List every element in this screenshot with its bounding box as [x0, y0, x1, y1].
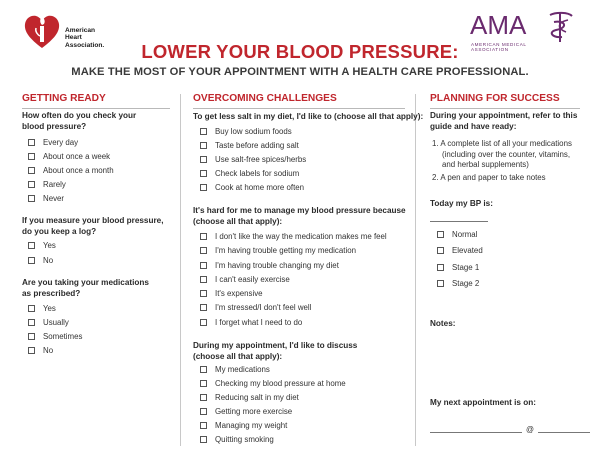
- option-label: Check labels for sodium: [215, 169, 300, 178]
- option-reducing-salt[interactable]: [200, 393, 299, 402]
- question-hard-to-manage: [193, 205, 406, 227]
- option-label: Sometimes: [43, 332, 83, 341]
- aha-name-line: Association.: [65, 41, 105, 49]
- option-meds-no[interactable]: [28, 346, 53, 355]
- option-label: Quitting smoking: [215, 435, 274, 444]
- question-keep-log: [22, 215, 164, 237]
- option-forget[interactable]: [200, 318, 302, 327]
- question-line: How often do you check your: [22, 111, 137, 120]
- option-stressed[interactable]: [200, 303, 311, 312]
- option-low-sodium[interactable]: [200, 127, 292, 136]
- caduceus-icon: [546, 10, 576, 44]
- option-label: I'm having trouble getting my medication: [215, 246, 356, 255]
- option-bp-stage2[interactable]: [437, 279, 479, 288]
- getting-ready-heading: GETTING READY: [22, 93, 170, 109]
- option-label: I forget what I need to do: [215, 318, 303, 327]
- option-label: It's expensive: [215, 289, 263, 298]
- column-divider: [180, 94, 181, 446]
- option-my-medications[interactable]: [200, 365, 270, 374]
- item-line: 1. A complete list of all your medications: [432, 139, 572, 148]
- question-line: (choose all that apply):: [193, 217, 283, 226]
- option-label: My medications: [215, 365, 270, 374]
- option-bp-at-home[interactable]: [200, 379, 346, 388]
- option-label: Normal: [452, 230, 478, 239]
- checkbox[interactable]: [28, 305, 35, 312]
- checkbox[interactable]: [437, 280, 444, 287]
- item-line: and herbal supplements): [442, 160, 529, 169]
- question-line: It's hard for me to manage my blood pressure because: [193, 206, 406, 215]
- option-label: Never: [43, 194, 65, 203]
- checkbox[interactable]: [28, 167, 35, 174]
- option-label: I don't like the way the medication makes me feel: [215, 232, 387, 241]
- option-bp-elevated[interactable]: [437, 246, 483, 255]
- checkbox[interactable]: [437, 264, 444, 271]
- option-getting-med[interactable]: [200, 246, 356, 255]
- option-quit-smoking[interactable]: [200, 435, 274, 444]
- checkbox[interactable]: [28, 153, 35, 160]
- option-log-no[interactable]: [28, 256, 53, 265]
- checkbox[interactable]: [28, 333, 35, 340]
- option-label: About once a month: [43, 166, 114, 175]
- checkbox[interactable]: [28, 319, 35, 326]
- option-meds-usually[interactable]: [28, 318, 69, 327]
- option-taste-first[interactable]: [200, 141, 299, 150]
- question-line: as prescribed?: [22, 289, 81, 298]
- checkbox[interactable]: [200, 304, 207, 311]
- planning-heading: PLANNING FOR SUCCESS: [430, 93, 580, 109]
- checkbox[interactable]: [200, 142, 207, 149]
- appointment-time-line[interactable]: [538, 432, 590, 433]
- intro-line: guide and have ready:: [430, 122, 517, 131]
- option-label: Yes: [43, 304, 56, 313]
- checkbox[interactable]: [200, 366, 207, 373]
- option-check-labels[interactable]: [200, 169, 299, 178]
- option-label: No: [43, 346, 54, 355]
- question-line: do you keep a log?: [22, 227, 97, 236]
- option-once-month[interactable]: [28, 166, 114, 175]
- at-symbol: @: [526, 425, 535, 434]
- checkbox[interactable]: [200, 233, 207, 240]
- option-log-yes[interactable]: [28, 241, 56, 250]
- option-label: Taste before adding salt: [215, 141, 299, 150]
- checkbox[interactable]: [200, 436, 207, 443]
- option-label: No: [43, 256, 54, 265]
- page-subtitle: MAKE THE MOST OF YOUR APPOINTMENT WITH A HEALTH CARE PROFESSIONAL.: [71, 66, 529, 78]
- ama-wordmark: AMA: [470, 10, 527, 40]
- option-bp-normal[interactable]: [437, 230, 477, 239]
- option-weight[interactable]: [200, 421, 287, 430]
- option-label: Usually: [43, 318, 69, 327]
- option-once-week[interactable]: [28, 152, 110, 161]
- item-line: (including over the counter, vitamins,: [442, 149, 571, 159]
- option-label: I can't easily exercise: [215, 275, 290, 284]
- aha-name-line: Heart: [65, 34, 82, 42]
- option-changing-diet[interactable]: [200, 261, 339, 270]
- question-check-frequency: [22, 110, 136, 132]
- ama-sub-line: ASSOCIATION: [471, 47, 509, 53]
- option-every-day[interactable]: [28, 138, 78, 147]
- planning-intro: [430, 110, 577, 132]
- option-label: Stage 2: [452, 279, 480, 288]
- option-cook-home[interactable]: [200, 183, 304, 192]
- checkbox[interactable]: [200, 128, 207, 135]
- page-title: LOWER YOUR BLOOD PRESSURE:: [141, 41, 459, 62]
- checkbox[interactable]: [28, 181, 35, 188]
- option-label: Elevated: [452, 246, 483, 255]
- option-expensive[interactable]: [200, 289, 263, 298]
- option-label: Stage 1: [452, 263, 480, 272]
- checkbox[interactable]: [200, 380, 207, 387]
- intro-line: During your appointment, refer to this: [430, 111, 578, 120]
- checkbox[interactable]: [28, 139, 35, 146]
- option-label: I'm having trouble changing my diet: [215, 261, 339, 270]
- aha-name-line: American: [65, 27, 96, 34]
- bp-label: Today my BP is:: [430, 199, 493, 208]
- question-salt: [193, 111, 423, 122]
- checkbox[interactable]: [437, 247, 444, 254]
- checkbox[interactable]: [200, 394, 207, 401]
- question-line: blood pressure?: [22, 122, 87, 131]
- option-meds-yes[interactable]: [28, 304, 56, 313]
- next-appointment-label: My next appointment is on:: [430, 398, 536, 407]
- option-never[interactable]: [28, 194, 64, 203]
- option-label: Reducing salt in my diet: [215, 393, 299, 402]
- option-bp-stage1[interactable]: [437, 263, 479, 272]
- option-label: Buy low sodium foods: [215, 127, 292, 136]
- column-divider: [415, 94, 416, 446]
- checkbox[interactable]: [200, 247, 207, 254]
- option-label: Rarely: [43, 180, 66, 189]
- checklist-item-pen: 2. A pen and paper to take notes: [432, 173, 546, 182]
- overcoming-challenges-heading: OVERCOMING CHALLENGES: [193, 93, 405, 109]
- question-line: Are you taking your medications: [22, 278, 149, 287]
- checkbox[interactable]: [200, 276, 207, 283]
- checkbox[interactable]: [200, 184, 207, 191]
- option-salt-free-spices[interactable]: [200, 155, 306, 164]
- question-line: If you measure your blood pressure,: [22, 216, 164, 225]
- option-label: Cook at home more often: [215, 183, 305, 192]
- appointment-date-line[interactable]: [430, 432, 522, 433]
- checkbox[interactable]: [200, 290, 207, 297]
- option-label: Getting more exercise: [215, 407, 293, 416]
- checklist-item-medications: [432, 139, 572, 171]
- question-line: During my appointment, I'd like to discuss: [193, 341, 358, 350]
- option-label: Yes: [43, 241, 56, 250]
- question-discuss: [193, 340, 357, 362]
- option-label: Every day: [43, 138, 79, 147]
- checkbox[interactable]: [437, 231, 444, 238]
- bp-entry-line[interactable]: [430, 221, 488, 222]
- option-med-feel[interactable]: [200, 232, 387, 241]
- checkbox[interactable]: [200, 170, 207, 177]
- option-label: Use salt-free spices/herbs: [215, 155, 307, 164]
- notes-label: Notes:: [430, 319, 456, 328]
- option-meds-sometimes[interactable]: [28, 332, 82, 341]
- option-label: Managing my weight: [215, 421, 288, 430]
- checkbox[interactable]: [28, 257, 35, 264]
- checkbox[interactable]: [28, 195, 35, 202]
- option-rarely[interactable]: [28, 180, 66, 189]
- option-label: About once a week: [43, 152, 111, 161]
- checkbox[interactable]: [200, 408, 207, 415]
- option-more-exercise[interactable]: [200, 407, 292, 416]
- question-line: (choose all that apply):: [193, 352, 283, 361]
- checkbox[interactable]: [200, 319, 207, 326]
- question-line: To get less salt in my diet, I'd like to (choose all that apply):: [193, 112, 424, 121]
- checkbox[interactable]: [28, 347, 35, 354]
- option-exercise[interactable]: [200, 275, 290, 284]
- option-label: Checking my blood pressure at home: [215, 379, 346, 388]
- question-medications: [22, 277, 149, 299]
- checkbox[interactable]: [200, 422, 207, 429]
- ama-sub-line: AMERICAN MEDICAL: [471, 42, 527, 47]
- checkbox[interactable]: [200, 262, 207, 269]
- option-label: I'm stressed/I don't feel well: [215, 303, 312, 312]
- checkbox[interactable]: [200, 156, 207, 163]
- checkbox[interactable]: [28, 242, 35, 249]
